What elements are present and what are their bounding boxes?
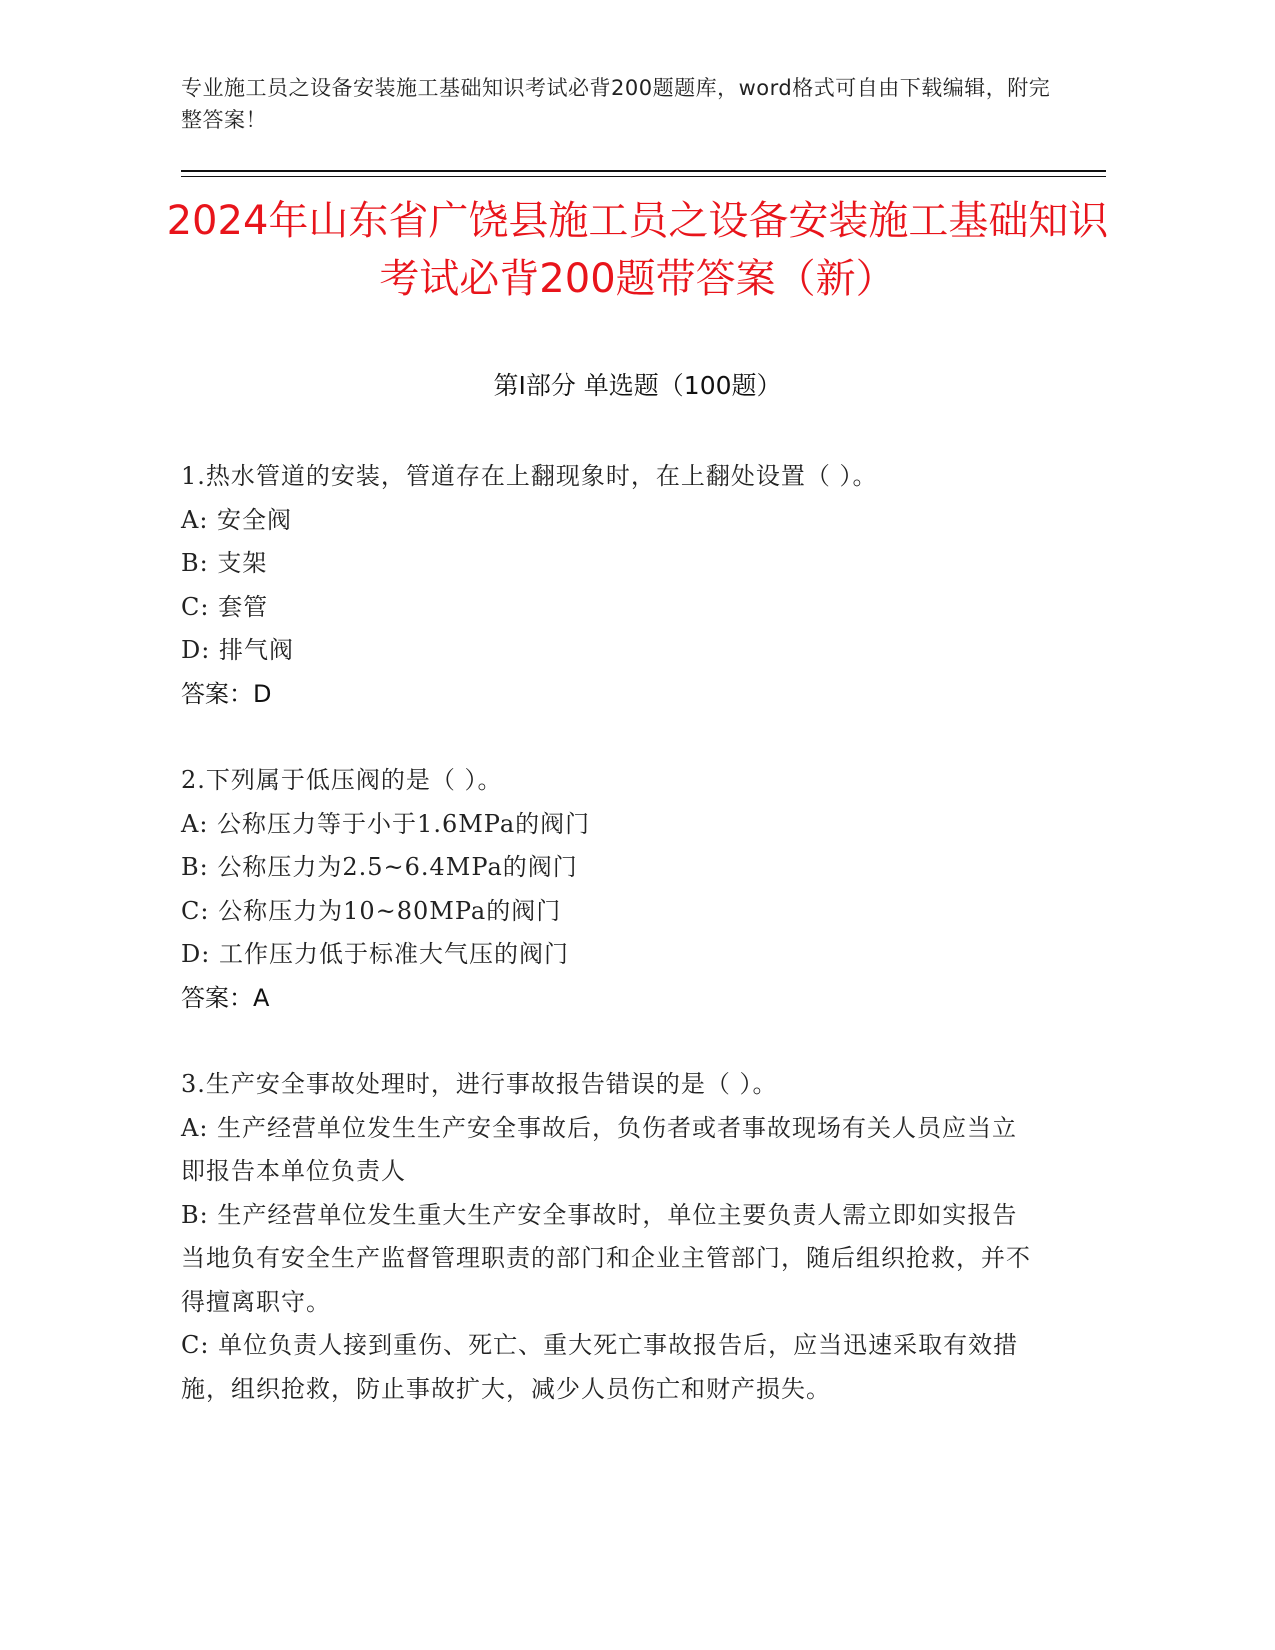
question-list [181,455,1031,1454]
document-title: 2024年山东省广饶县施工员之设备安装施工基础知识考试必背200题带答案（新） [166,198,1109,302]
question-option: C: 单位负责人接到重伤、死亡、重大死亡事故报告后，应当迅速采取有效措施，组织抢救，防止事故扩大，减少人员伤亡和财产损失。 [181,1331,1019,1403]
question-option: B: 生产经营单位发生重大生产安全事故时，单位主要负责人需立即如实报告当地负有安全生产监督管理职责的部门和企业主管部门，随后组织抢救，并不得擅离职守。 [181,1200,1031,1316]
question-stem: 1.热水管道的安装，管道存在上翻现象时，在上翻处设置（ ）。 [181,462,878,490]
question-option: A: 公称压力等于小于1.6MPa的阀门 [181,809,591,838]
section-heading: 第Ⅰ部分 单选题（100题） [493,371,782,400]
question-answer: 答案：D [181,679,272,708]
question-option: C: 公称压力为10~80MPa的阀门 [181,896,562,925]
question-item [181,759,1031,1020]
question-answer: 答案：A [181,983,270,1012]
header-rule-thin [181,176,1106,177]
header-rule-thick [181,170,1106,172]
header-note: 专业施工员之设备安装施工基础知识考试必背200题题库，word格式可自由下载编辑，附完整答案！ [181,76,1051,132]
question-option: A: 安全阀 [181,505,293,534]
question-item [181,1063,1031,1411]
question-option: B: 公称压力为2.5~6.4MPa的阀门 [181,853,578,881]
question-option: B: 支架 [181,549,268,577]
question-stem: 3.生产安全事故处理时，进行事故报告错误的是（ ）。 [181,1070,778,1098]
question-option: C: 套管 [181,592,269,621]
question-option: A: 生产经营单位发生生产安全事故后，负伤者或者事故现场有关人员应当立即报告本单位负责人 [181,1113,1018,1185]
question-item [181,455,1031,716]
question-option: D: 工作压力低于标准大气压的阀门 [181,940,569,968]
question-stem: 2.下列属于低压阀的是（ ）。 [181,766,503,794]
question-option: D: 排气阀 [181,636,294,664]
